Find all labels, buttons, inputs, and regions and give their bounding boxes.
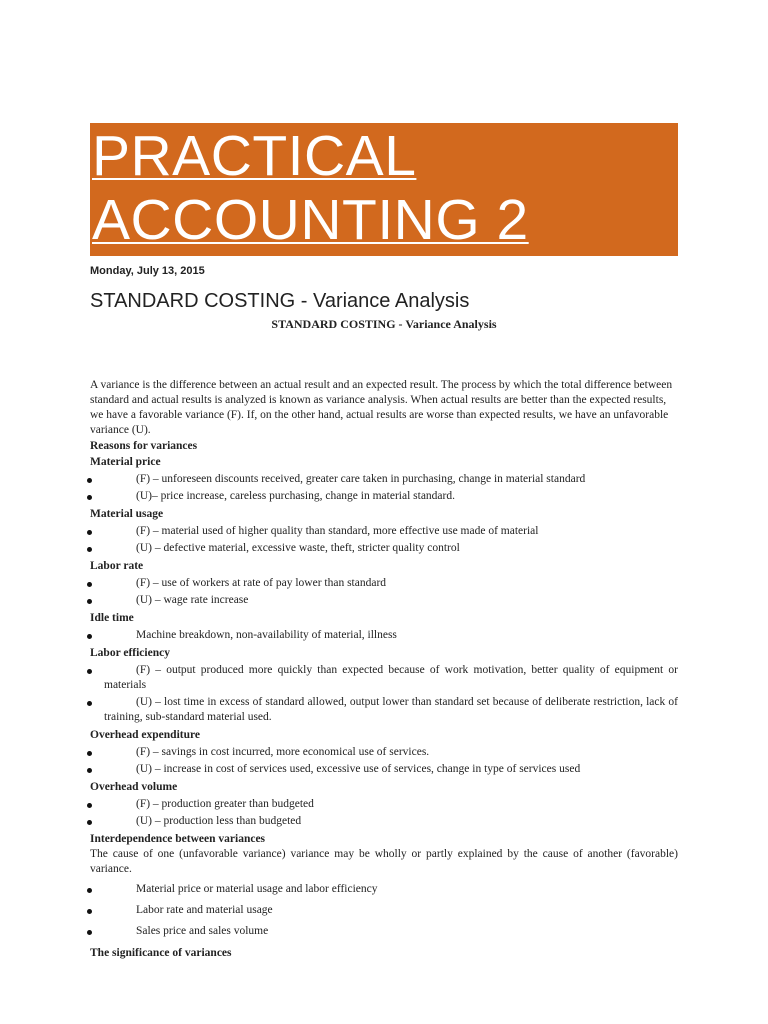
list-item-text: (F) – savings in cost incurred, more economical use of services. bbox=[136, 746, 430, 758]
blog-title-line-2[interactable]: ACCOUNTING 2 bbox=[92, 188, 529, 252]
list-item-text: (U) – increase in cost of services used, excessive use of services, change in type of services used bbox=[136, 763, 581, 775]
section-heading-labor-rate: Labor rate bbox=[90, 560, 144, 572]
bullet-icon bbox=[87, 599, 92, 604]
list-item bbox=[90, 541, 678, 556]
bullet-icon bbox=[87, 530, 92, 535]
bullet-icon bbox=[87, 930, 92, 935]
list-item bbox=[90, 695, 678, 725]
section-heading-overhead-volume: Overhead volume bbox=[90, 781, 178, 793]
list-item-text: (F) – material used of higher quality than standard, more effective use made of material bbox=[136, 525, 539, 537]
section-heading-labor-efficiency: Labor efficiency bbox=[90, 647, 170, 659]
blog-title-link[interactable] bbox=[92, 124, 529, 252]
bullet-icon bbox=[87, 768, 92, 773]
list-item bbox=[90, 797, 678, 812]
list-item-text: (U) – lost time in excess of standard allowed, output lower than standard set because of deliberate restriction, lack of training, sub-standard material used. bbox=[104, 696, 678, 723]
list-item bbox=[90, 762, 678, 777]
intro-paragraph: A variance is the difference between an actual result and an expected result. The process by which the total difference between standard and actual results is analyzed is known as variance analysis. When actual results are better than the expected results, we have a favorable variance (F). If, on the other hand, actual results are worse than expected results, we have an unfavorable variance (U). bbox=[90, 379, 673, 436]
labor-efficiency-list bbox=[90, 663, 678, 725]
section-heading-material-usage: Material usage bbox=[90, 508, 164, 520]
list-item bbox=[90, 882, 678, 897]
bullet-icon bbox=[87, 478, 92, 483]
list-item bbox=[90, 593, 678, 608]
section-heading-idle-time: Idle time bbox=[90, 612, 134, 624]
overhead-expenditure-list bbox=[90, 745, 678, 777]
bullet-icon bbox=[87, 751, 92, 756]
list-item bbox=[90, 745, 678, 760]
material-price-list bbox=[90, 472, 678, 504]
list-item bbox=[90, 663, 678, 693]
post-date: Monday, July 13, 2015 bbox=[90, 265, 205, 277]
list-item bbox=[90, 814, 678, 829]
bullet-icon bbox=[87, 820, 92, 825]
overhead-volume-list bbox=[90, 797, 678, 829]
interdependence-paragraph: The cause of one (unfavorable variance) variance may be wholly or partly explained by the cause of another (favorable) variance. bbox=[90, 848, 678, 875]
bullet-icon bbox=[87, 669, 92, 674]
post-title[interactable]: STANDARD COSTING - Variance Analysis bbox=[90, 290, 470, 312]
post-subtitle: STANDARD COSTING - Variance Analysis bbox=[271, 317, 497, 331]
list-item bbox=[90, 489, 678, 504]
list-item-text: (U) – production less than budgeted bbox=[136, 815, 302, 827]
list-item-text: (U)– price increase, careless purchasing, change in material standard. bbox=[136, 490, 455, 502]
interdependence-heading: Interdependence between variances bbox=[90, 833, 266, 845]
material-usage-list bbox=[90, 524, 678, 556]
labor-rate-list bbox=[90, 576, 678, 608]
bullet-icon bbox=[87, 547, 92, 552]
blog-title-line-1[interactable]: PRACTICAL bbox=[92, 124, 417, 188]
list-item-text: (F) – unforeseen discounts received, greater care taken in purchasing, change in material standard bbox=[136, 473, 586, 485]
bullet-icon bbox=[87, 701, 92, 706]
list-item bbox=[90, 524, 678, 539]
list-item-text: (U) – defective material, excessive waste, theft, stricter quality control bbox=[136, 542, 460, 554]
bullet-icon bbox=[87, 803, 92, 808]
list-item bbox=[90, 576, 678, 591]
list-item bbox=[90, 628, 678, 643]
bullet-icon bbox=[87, 495, 92, 500]
list-item-text: (F) – use of workers at rate of pay lower than standard bbox=[136, 577, 387, 589]
list-item-text: (U) – wage rate increase bbox=[136, 594, 249, 606]
bullet-icon bbox=[87, 888, 92, 893]
list-item bbox=[90, 903, 678, 918]
bullet-icon bbox=[87, 909, 92, 914]
list-item-text: Machine breakdown, non-availability of material, illness bbox=[136, 629, 397, 641]
significance-heading: The significance of variances bbox=[90, 947, 232, 959]
bullet-icon bbox=[87, 634, 92, 639]
idle-time-list bbox=[90, 628, 678, 643]
section-heading-overhead-expenditure: Overhead expenditure bbox=[90, 729, 200, 741]
bullet-icon bbox=[87, 582, 92, 587]
interdependence-list bbox=[90, 882, 678, 939]
list-item-text: Sales price and sales volume bbox=[136, 925, 269, 937]
post-body bbox=[90, 378, 678, 961]
list-item-text: (F) – output produced more quickly than expected because of work motivation, better quality of equipment or materials bbox=[104, 664, 678, 691]
section-heading-material-price: Material price bbox=[90, 456, 161, 468]
list-item bbox=[90, 924, 678, 939]
list-item-text: Labor rate and material usage bbox=[136, 904, 273, 916]
reasons-heading: Reasons for variances bbox=[90, 440, 198, 452]
list-item-text: Material price or material usage and labor efficiency bbox=[136, 883, 378, 895]
list-item bbox=[90, 472, 678, 487]
list-item-text: (F) – production greater than budgeted bbox=[136, 798, 314, 810]
